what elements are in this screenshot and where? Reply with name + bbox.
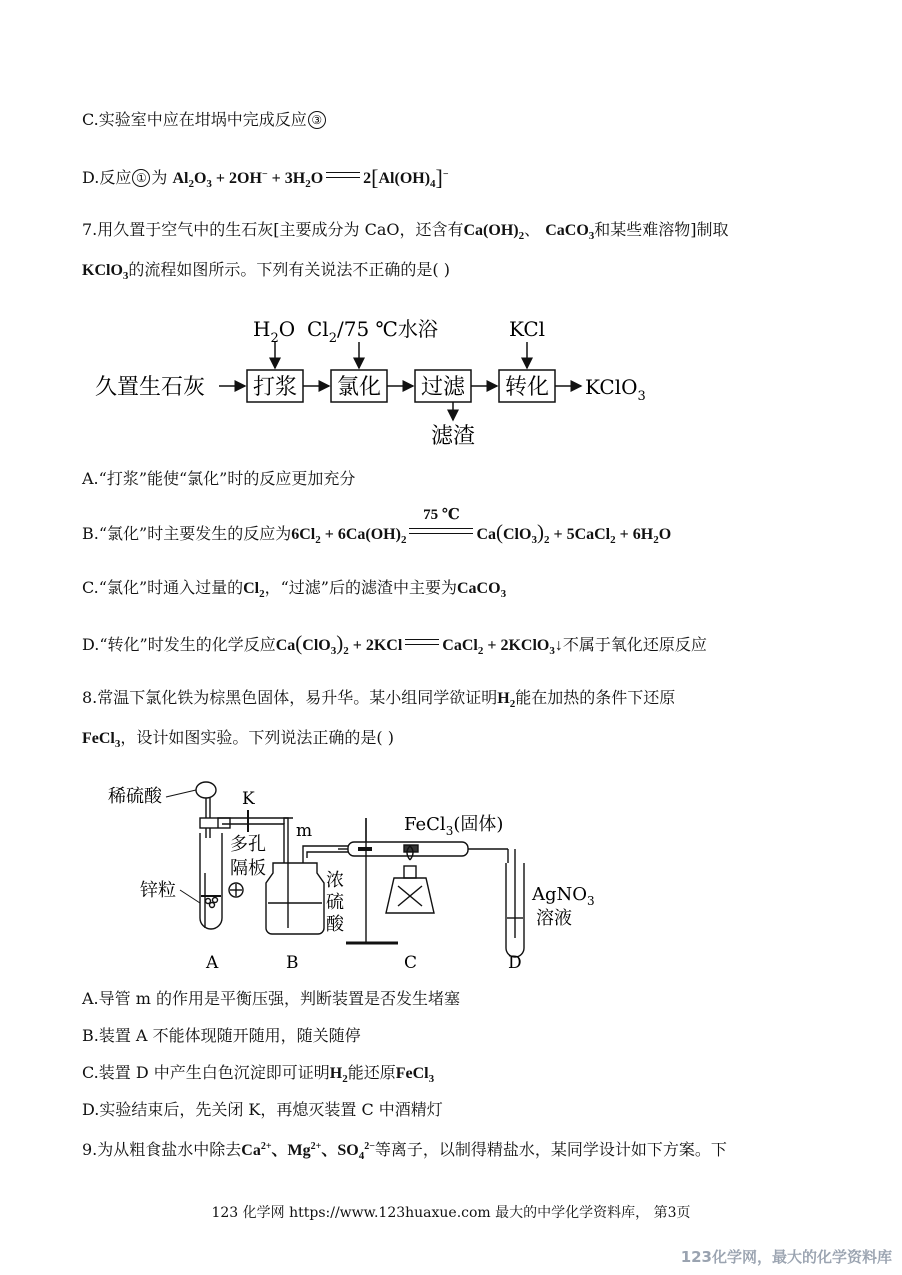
label-c: C — [404, 953, 418, 973]
tube-a — [200, 833, 222, 929]
label-valve-k: K — [242, 789, 255, 809]
q8-stem-line1: 8.常温下氯化铁为棕黑色固体，易升华。某小组同学欲证明$H_2$能在加热的条件下还原 — [82, 688, 676, 710]
label-agno3: AgNO$_3$ — [532, 884, 595, 908]
label-conc-1: 浓 — [326, 870, 344, 891]
flow-step-2: 氯化 — [336, 375, 382, 400]
acid-funnel-bulb — [196, 782, 216, 798]
label-b: B — [286, 953, 299, 973]
q8-stem-line2: FeCl$_3$，设计如图实验。下列说法正确的是( ) — [82, 728, 394, 750]
label-dilute-sulfuric-acid: 稀硫酸 — [108, 786, 162, 807]
label-a: A — [206, 953, 219, 973]
q7-option-c: C.“氯化”时通入过量的$Cl_2$，“过滤”后的滤渣中主要为CaCO$_3$ — [82, 578, 507, 600]
q6-option-d — [82, 165, 449, 194]
formula-kclo3: KClO$_3$ — [82, 262, 129, 282]
q6-option-d-mid: 为 — [151, 168, 168, 187]
formula-caco3-residue: CaCO$_3$ — [457, 580, 507, 600]
q7-option-a: A.“打浆”能使“氯化”时的反应更加充分 — [82, 469, 356, 488]
q8-option-b: B.装置 A 不能体现随开随用，随关随停 — [82, 1026, 361, 1045]
formula-fecl3: FeCl$_3$ — [82, 730, 121, 750]
flow-product: KClO$_3$ — [585, 375, 646, 404]
q7-option-b — [82, 507, 672, 550]
q7-stem-line2 — [82, 260, 450, 286]
label-zinc: 锌粒 — [140, 880, 176, 901]
q8-option-c: C.装置 D 中产生白色沉淀即可证明$H_2$能还原FeCl$_3$ — [82, 1063, 435, 1085]
formula-fecl3-c: FeCl$_3$ — [395, 1065, 435, 1085]
flow-chlorine-label: $Cl_2/75$ ℃水浴 — [307, 317, 438, 346]
q7-option-b-equation: $6Cl_2 + 6Ca(OH)_2$ 75 ℃ $Ca(ClO_3)_2$ + 5CaCl$_2$ + $6H_2O$ — [291, 507, 672, 546]
q7-option-b-prefix: B.“氯化”时主要发生的反应为 — [82, 524, 292, 543]
label-conc-3: 酸 — [326, 914, 344, 935]
formula-cl2: $Cl_2$ — [243, 580, 265, 600]
process-flow-diagram — [95, 312, 695, 452]
flow-water-label: $H_2O$ — [253, 317, 296, 346]
experiment-apparatus-figure — [108, 778, 608, 978]
q7-stem-text-2: 的流程如图所示。下列有关说法不正确的是( ) — [128, 260, 450, 279]
formula-caoh2: $Ca(OH)_2$ — [463, 222, 525, 242]
flow-kcl-label: KCl — [508, 317, 546, 341]
flow-step-3: 过滤 — [420, 375, 466, 400]
watermark: 123化学网，最大的化学资料库 — [680, 1248, 892, 1266]
label-porous-plate-2: 隔板 — [230, 858, 266, 879]
label-porous-plate-1: 多孔 — [230, 834, 266, 855]
label-conc-2: 硫 — [326, 892, 344, 913]
q8-option-a: A.导管 m 的作用是平衡压强，判断装置是否发生堵塞 — [82, 989, 460, 1008]
q6-option-d-equation: $Al_2O_3 + 2OH^- + 3H_2O$ $2[Al(OH)_4]^-$ — [172, 165, 449, 190]
flow-step-1: 打浆 — [252, 375, 298, 400]
q9-stem: 9.为从粗食盐水中除去$Ca^{2+}$、$Mg^{2+}$、$SO_4^{2-}$等离子，以制得精盐水，某同学设计如下方案。下 — [82, 1140, 727, 1162]
q7-stem-text-c: 和某些难溶物]制取 — [594, 220, 729, 239]
flow-start: 久置生石灰 — [95, 375, 206, 400]
q6-option-d-prefix: D.反应 — [82, 168, 132, 187]
label-solution: 溶液 — [536, 908, 572, 929]
q6-option-c-text: C.实验室中应在坩埚中完成反应 — [82, 110, 307, 129]
q7-option-d: D.“转化”时发生的化学反应$Ca(ClO_3)_2 + 2KCl$ CaCl$_2$ + 2KClO$_3$↓不属于氧化还原反应 — [82, 631, 707, 657]
label-tube-m: m — [296, 821, 313, 841]
q6-option-c — [82, 110, 327, 130]
q8-option-d: D.实验结束后，先关闭 K，再熄灭装置 C 中酒精灯 — [82, 1100, 443, 1119]
reaction-number-3: ③ — [308, 111, 326, 129]
ions-list: $Ca^{2+}$、$Mg^{2+}$、$SO_4^{2-}$ — [241, 1141, 375, 1162]
q7-option-d-equation: $Ca(ClO_3)_2 + 2KCl$ CaCl$_2$ + 2KClO$_3$↓ — [275, 631, 563, 657]
q7-stem-text-a: 7.用久置于空气中的生石灰[主要成分为 CaO，还含有 — [82, 220, 464, 239]
flow-step-4: 转化 — [504, 375, 550, 400]
bottle-b — [266, 863, 324, 934]
page-footer: 123 化学网 https://www.123huaxue.com 最大的中学化学资料库， 第3页 — [211, 1205, 691, 1221]
formula-h2-c: $H_2$ — [329, 1065, 348, 1085]
formula-caco3: CaCO$_3$ — [545, 222, 595, 242]
label-fecl3-solid: FeCl$_3$(固体) — [404, 814, 504, 838]
formula-h2: $H_2$ — [497, 690, 516, 710]
flow-residue-label: 滤渣 — [430, 424, 476, 449]
q7-stem-line1: 7.用久置于空气中的生石灰[主要成分为 CaO，还含有$Ca(OH)_2$、 CaCO$_3$和某些难溶物]制取 — [82, 220, 729, 242]
reaction-condition: 75 ℃ — [423, 507, 460, 523]
reaction-number-1: ① — [132, 169, 150, 187]
label-d: D — [508, 953, 522, 973]
